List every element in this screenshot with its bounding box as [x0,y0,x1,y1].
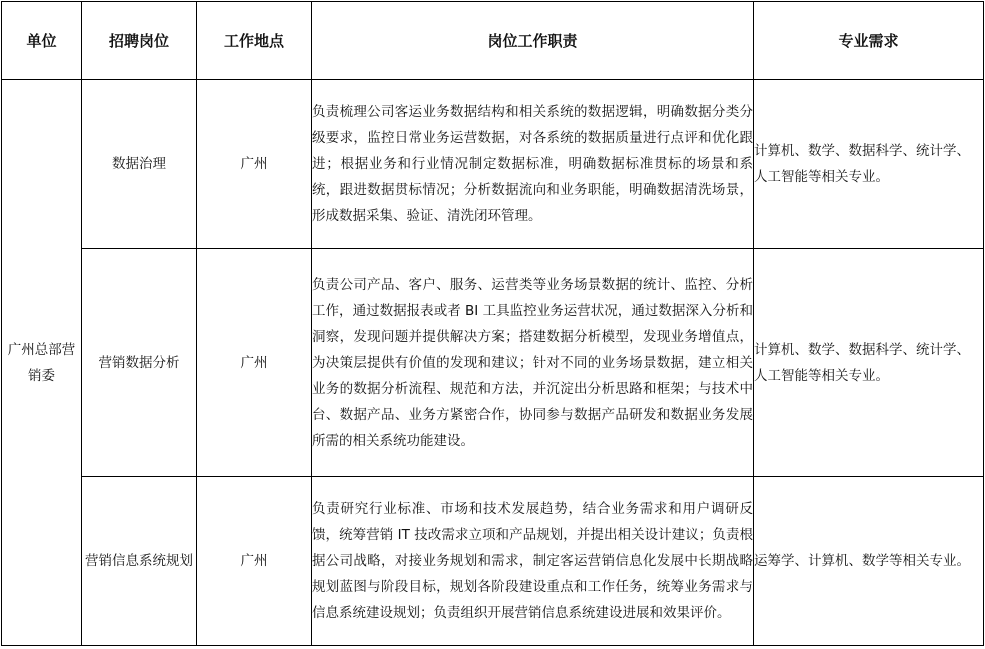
header-unit: 单位 [2,2,82,80]
majors-cell: 计算机、数学、数据科学、统计学、人工智能等相关专业。 [754,80,984,249]
location-cell: 广州 [197,249,312,477]
duties-cell: 负责公司产品、客户、服务、运营类等业务场景数据的统计、监控、分析工作，通过数据报表或者 BI 工具监控业务运营状况，通过数据深入分析和洞察，发现问题并提供解决方案；搭建数据分析模型，发现业务增值点，为决策层提供有价值的发现和建议；针对不同的业务场景数据，建立相关业务的数据分析流程、规范和方法，并沉淀出分析思路和框架；与技术中台、数据产品、业务方紧密合作，协同参与数据产品研发和数据业务发展所需的相关系统功能建设。 [312,249,754,477]
location-cell: 广州 [197,477,312,646]
location-cell: 广州 [197,80,312,249]
recruitment-table [1,1,984,646]
majors-cell: 运筹学、计算机、数学等相关专业。 [754,477,984,646]
position-cell: 营销数据分析 [82,249,197,477]
majors-cell: 计算机、数学、数据科学、统计学、人工智能等相关专业。 [754,249,984,477]
table-header-row [2,2,984,80]
header-location: 工作地点 [197,2,312,80]
table-row [2,249,984,477]
header-majors: 专业需求 [754,2,984,80]
header-position: 招聘岗位 [82,2,197,80]
duties-cell: 负责研究行业标准、市场和技术发展趋势，结合业务需求和用户调研反馈，统筹营销 IT 技改需求立项和产品规划，并提出相关设计建议；负责根据公司战略，对接业务规划和需求，制定客运营销信息化发展中长期战略规划蓝图与阶段目标，规划各阶段建设重点和工作任务，统筹业务需求与信息系统建设规划；负责组织开展营销信息系统建设进展和效果评价。 [312,477,754,646]
header-duties: 岗位工作职责 [312,2,754,80]
table-row [2,80,984,249]
position-cell: 营销信息系统规划 [82,477,197,646]
position-cell: 数据治理 [82,80,197,249]
duties-cell: 负责梳理公司客运业务数据结构和相关系统的数据逻辑，明确数据分类分级要求，监控日常业务运营数据，对各系统的数据质量进行点评和优化跟进；根据业务和行业情况制定数据标准，明确数据标准贯标的场景和系统，跟进数据贯标情况；分析数据流向和业务职能，明确数据清洗场景，形成数据采集、验证、清洗闭环管理。 [312,80,754,249]
table-row [2,477,984,646]
unit-cell: 广州总部营销委 [2,80,82,646]
